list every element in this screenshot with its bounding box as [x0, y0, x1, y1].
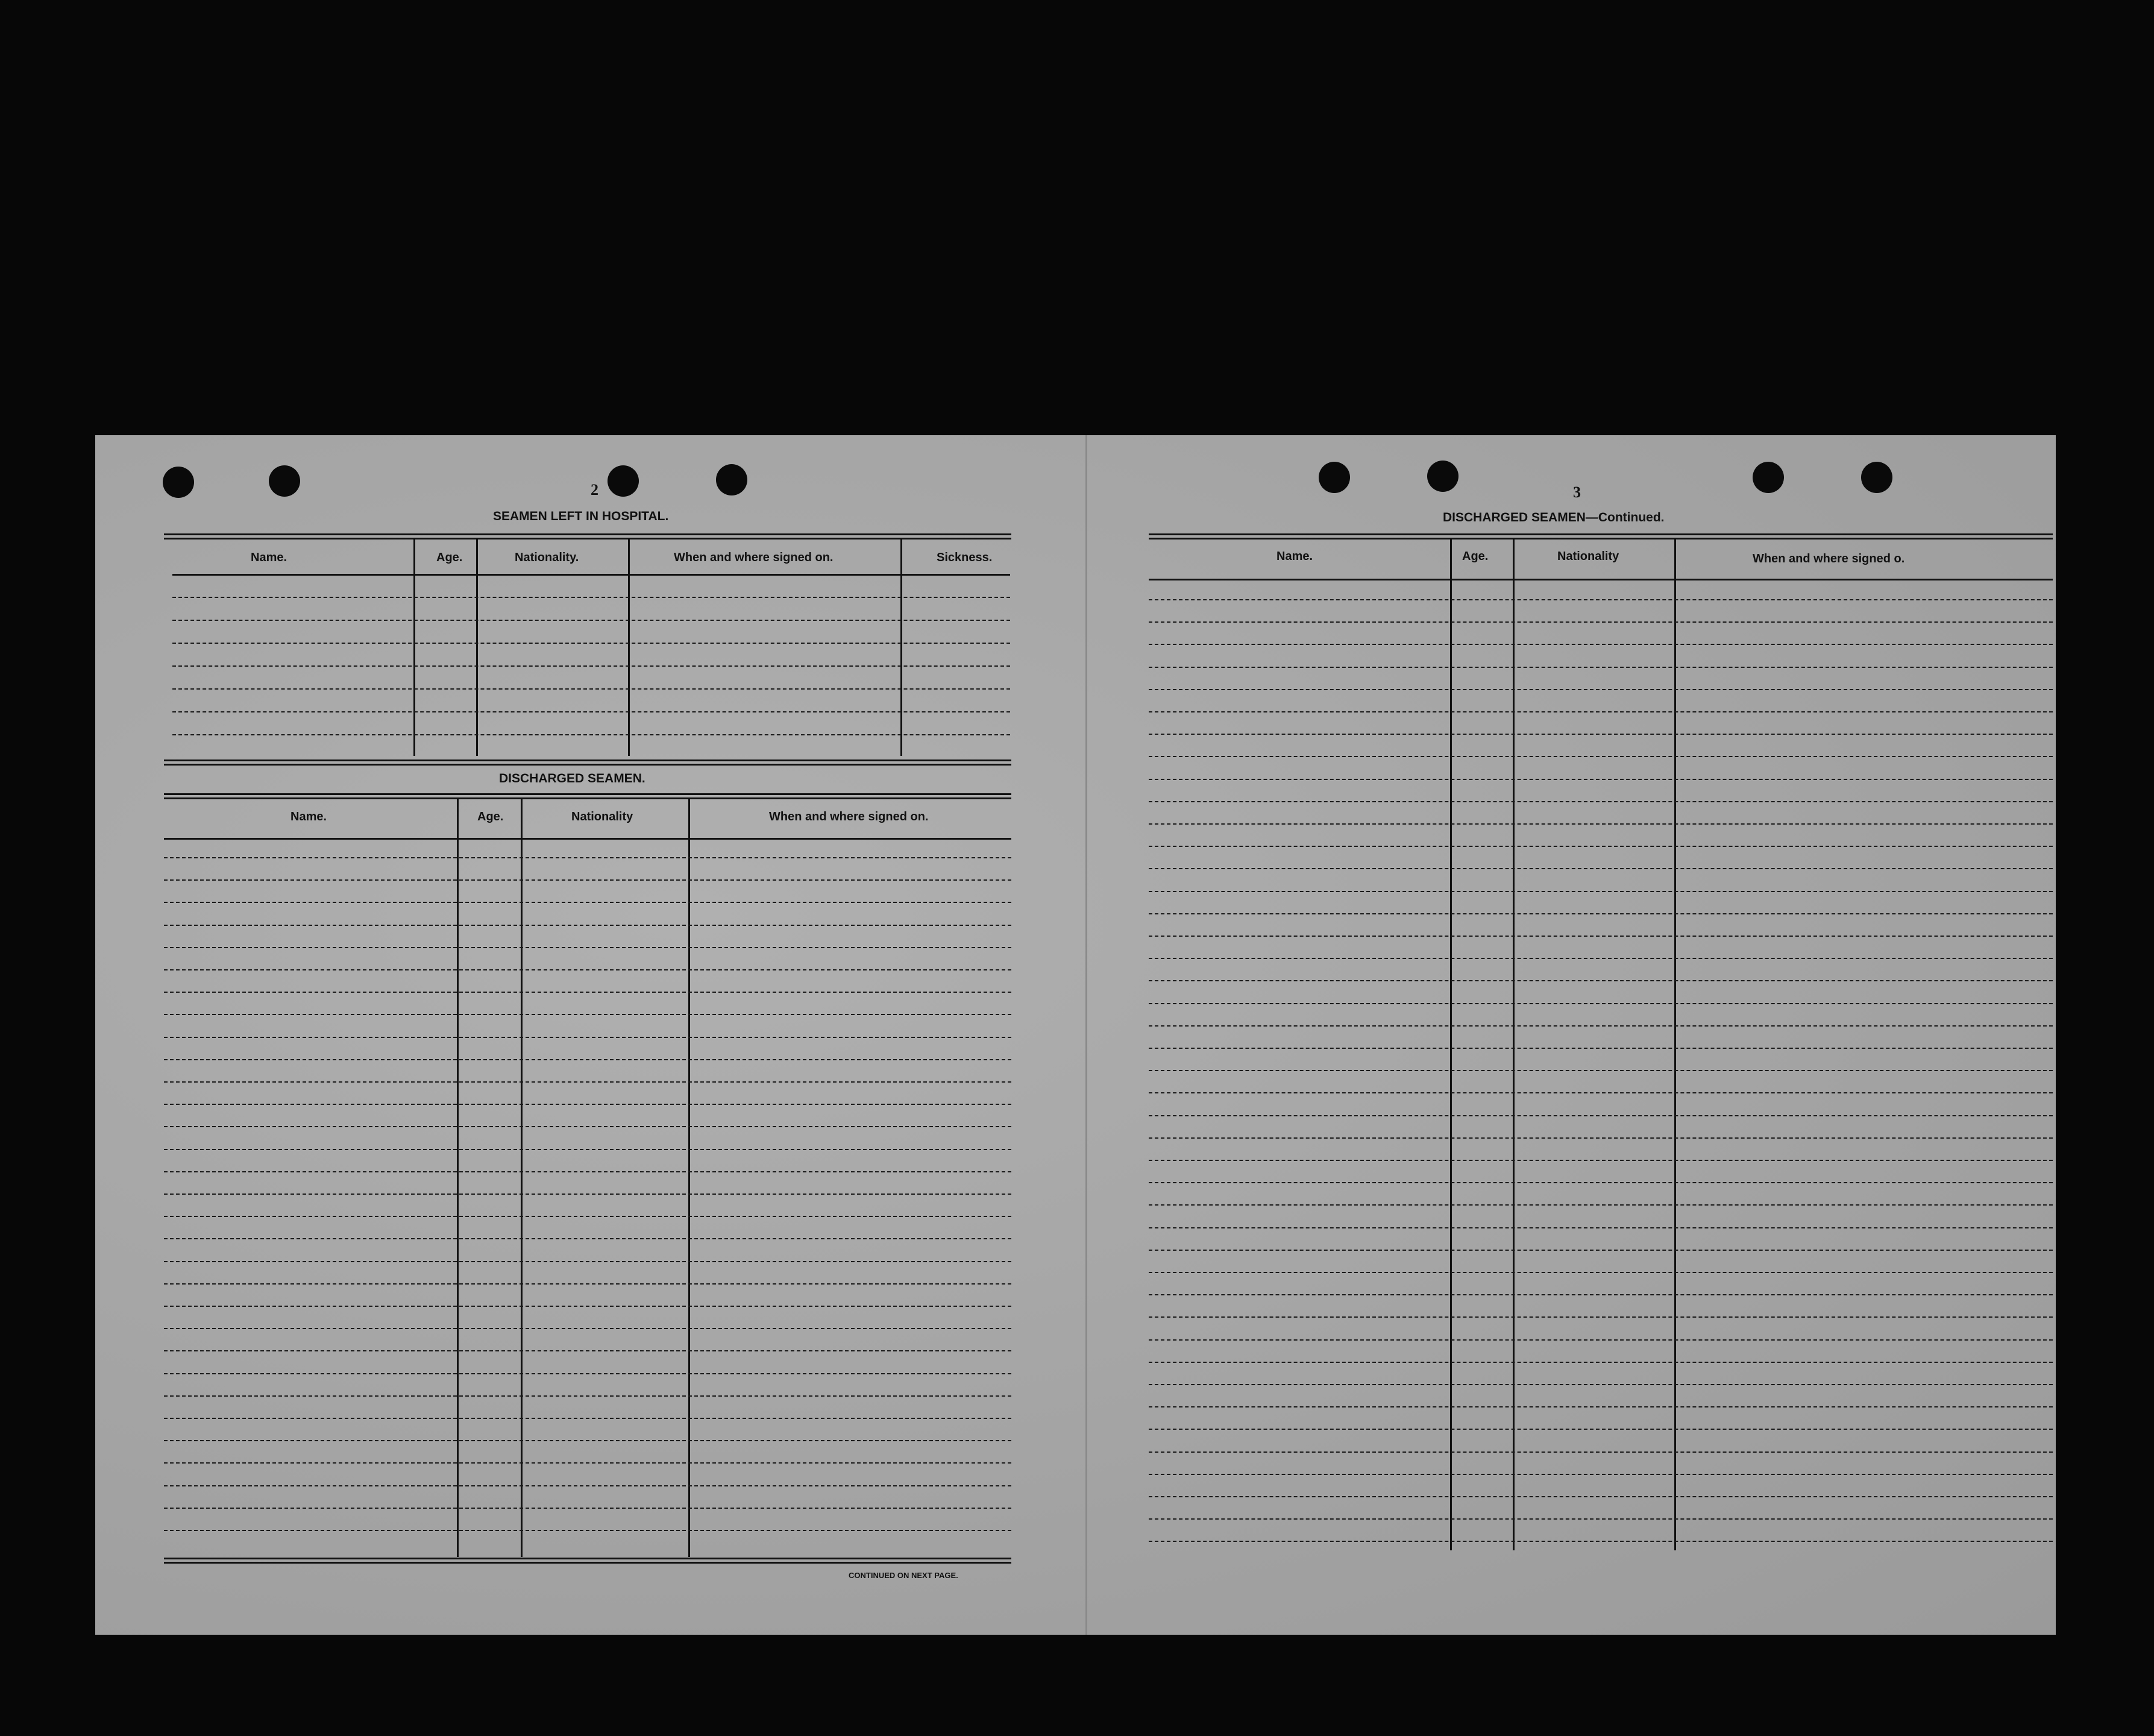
entry-row[interactable]	[164, 1462, 1011, 1464]
entry-row[interactable]	[1149, 1092, 2053, 1093]
entry-row[interactable]	[164, 857, 1011, 858]
entry-row[interactable]	[172, 643, 1010, 644]
entry-row[interactable]	[164, 1418, 1011, 1419]
entry-row[interactable]	[164, 1037, 1011, 1038]
entry-row[interactable]	[1149, 1474, 2053, 1475]
entry-row[interactable]	[1149, 644, 2053, 645]
rule	[164, 1558, 1011, 1559]
entry-row[interactable]	[164, 1126, 1011, 1127]
entry-row[interactable]	[1149, 958, 2053, 959]
entry-row[interactable]	[1149, 1003, 2053, 1004]
column-header-signed-on: When and where signed on.	[769, 810, 929, 823]
entry-row[interactable]	[1149, 1160, 2053, 1161]
entry-row[interactable]	[164, 947, 1011, 948]
entry-row[interactable]	[1149, 1451, 2053, 1453]
entry-row[interactable]	[1149, 1025, 2053, 1027]
column-header-age: Age.	[1462, 550, 1489, 563]
entry-row[interactable]	[164, 902, 1011, 903]
punch-hole	[716, 464, 747, 495]
column-header-signed-on: When and where signed o.	[1753, 552, 1905, 565]
entry-row[interactable]	[164, 1081, 1011, 1083]
entry-row[interactable]	[172, 620, 1010, 621]
rule	[172, 574, 1010, 576]
punch-hole	[1319, 462, 1350, 493]
entry-row[interactable]	[1149, 980, 2053, 981]
entry-row[interactable]	[1149, 1204, 2053, 1206]
entry-row[interactable]	[1149, 891, 2053, 892]
entry-row[interactable]	[1149, 667, 2053, 668]
column-divider	[628, 538, 630, 756]
rule	[1149, 579, 2053, 580]
entry-row[interactable]	[164, 1395, 1011, 1397]
entry-row[interactable]	[164, 1306, 1011, 1307]
column-divider	[521, 797, 523, 1557]
entry-row[interactable]	[164, 1328, 1011, 1329]
column-header-nationality: Nationality.	[515, 551, 579, 564]
rule	[1149, 538, 2053, 539]
rule	[164, 1562, 1011, 1564]
entry-row[interactable]	[1149, 1294, 2053, 1295]
entry-row[interactable]	[172, 711, 1010, 712]
entry-row[interactable]	[164, 992, 1011, 993]
rule	[164, 838, 1011, 840]
column-divider	[900, 538, 902, 756]
entry-row[interactable]	[164, 1508, 1011, 1509]
section-title-discharged: DISCHARGED SEAMEN.	[499, 772, 645, 785]
column-header-age: Age.	[477, 810, 504, 823]
entry-row[interactable]	[172, 665, 1010, 667]
entry-row[interactable]	[1149, 1518, 2053, 1520]
rule	[164, 760, 1011, 761]
rule	[164, 793, 1011, 795]
rule	[164, 533, 1011, 535]
page-number: 2	[591, 481, 598, 498]
entry-row[interactable]	[164, 1440, 1011, 1441]
entry-row[interactable]	[164, 1485, 1011, 1486]
entry-row[interactable]	[1149, 801, 2053, 802]
column-header-name: Name.	[290, 810, 327, 823]
entry-row[interactable]	[164, 1194, 1011, 1195]
entry-row[interactable]	[1149, 734, 2053, 735]
column-divider	[476, 538, 478, 756]
entry-row[interactable]	[164, 1059, 1011, 1060]
entry-row[interactable]	[164, 1350, 1011, 1351]
entry-row[interactable]	[1149, 1429, 2053, 1430]
entry-row[interactable]	[1149, 823, 2053, 825]
entry-row[interactable]	[1149, 1541, 2053, 1542]
entry-row[interactable]	[1149, 1339, 2053, 1341]
entry-row[interactable]	[1149, 1115, 2053, 1116]
entry-row[interactable]	[1149, 1496, 2053, 1497]
entry-row[interactable]	[1149, 756, 2053, 757]
column-header-sickness: Sickness.	[937, 551, 993, 564]
entry-row[interactable]	[164, 1171, 1011, 1172]
entry-row[interactable]	[1149, 1362, 2053, 1363]
section-title-discharged-continued: DISCHARGED SEAMEN—Continued.	[1443, 511, 1665, 524]
column-divider	[457, 797, 459, 1557]
entry-row[interactable]	[164, 1216, 1011, 1217]
column-header-nationality: Nationality	[571, 810, 633, 823]
page-number: 3	[1573, 483, 1581, 501]
entry-row[interactable]	[1149, 1048, 2053, 1049]
rule	[164, 797, 1011, 799]
column-header-name: Name.	[251, 551, 287, 564]
entry-row[interactable]	[164, 1104, 1011, 1105]
column-header-signed-on: When and where signed on.	[674, 551, 834, 564]
entry-row[interactable]	[1149, 913, 2053, 914]
entry-row[interactable]	[1149, 711, 2053, 712]
column-divider	[688, 797, 690, 1557]
entry-row[interactable]	[1149, 868, 2053, 869]
entry-row[interactable]	[164, 969, 1011, 970]
continued-note: CONTINUED ON NEXT PAGE.	[849, 1571, 958, 1580]
punch-hole	[1753, 462, 1784, 493]
entry-row[interactable]	[1149, 1272, 2053, 1273]
entry-row[interactable]	[164, 879, 1011, 881]
entry-row[interactable]	[1149, 1070, 2053, 1071]
punch-hole	[1427, 461, 1459, 492]
entry-row[interactable]	[1149, 1227, 2053, 1228]
page-fold	[1085, 435, 1087, 1635]
punch-hole	[269, 465, 300, 497]
punch-hole	[608, 465, 639, 497]
entry-row[interactable]	[1149, 1182, 2053, 1183]
entry-row[interactable]	[1149, 599, 2053, 600]
entry-row[interactable]	[1149, 621, 2053, 623]
section-title-hospital: SEAMEN LEFT IN HOSPITAL.	[493, 509, 669, 523]
punch-hole	[163, 467, 194, 498]
column-header-age: Age.	[436, 551, 463, 564]
punch-hole	[1861, 462, 1892, 493]
column-divider	[413, 538, 415, 756]
column-header-name: Name.	[1276, 550, 1313, 563]
entry-row[interactable]	[1149, 779, 2053, 780]
entry-row[interactable]	[1149, 846, 2053, 847]
entry-row[interactable]	[172, 734, 1010, 735]
column-header-nationality: Nationality	[1557, 550, 1619, 563]
entry-row[interactable]	[1149, 1406, 2053, 1407]
entry-row[interactable]	[164, 1014, 1011, 1015]
document-sheet	[95, 435, 2056, 1635]
rule	[164, 538, 1011, 539]
entry-row[interactable]	[1149, 936, 2053, 937]
entry-row[interactable]	[1149, 1250, 2053, 1251]
entry-row[interactable]	[164, 1238, 1011, 1239]
entry-row[interactable]	[164, 1149, 1011, 1150]
entry-row[interactable]	[1149, 1384, 2053, 1385]
entry-row[interactable]	[172, 597, 1010, 598]
entry-row[interactable]	[1149, 1316, 2053, 1318]
entry-row[interactable]	[164, 1283, 1011, 1285]
entry-row[interactable]	[1149, 1137, 2053, 1139]
entry-row[interactable]	[164, 1261, 1011, 1262]
entry-row[interactable]	[1149, 689, 2053, 690]
entry-row[interactable]	[164, 1373, 1011, 1374]
entry-row[interactable]	[164, 925, 1011, 926]
rule	[1149, 533, 2053, 535]
entry-row[interactable]	[164, 1530, 1011, 1531]
rule	[164, 764, 1011, 766]
entry-row[interactable]	[172, 688, 1010, 690]
